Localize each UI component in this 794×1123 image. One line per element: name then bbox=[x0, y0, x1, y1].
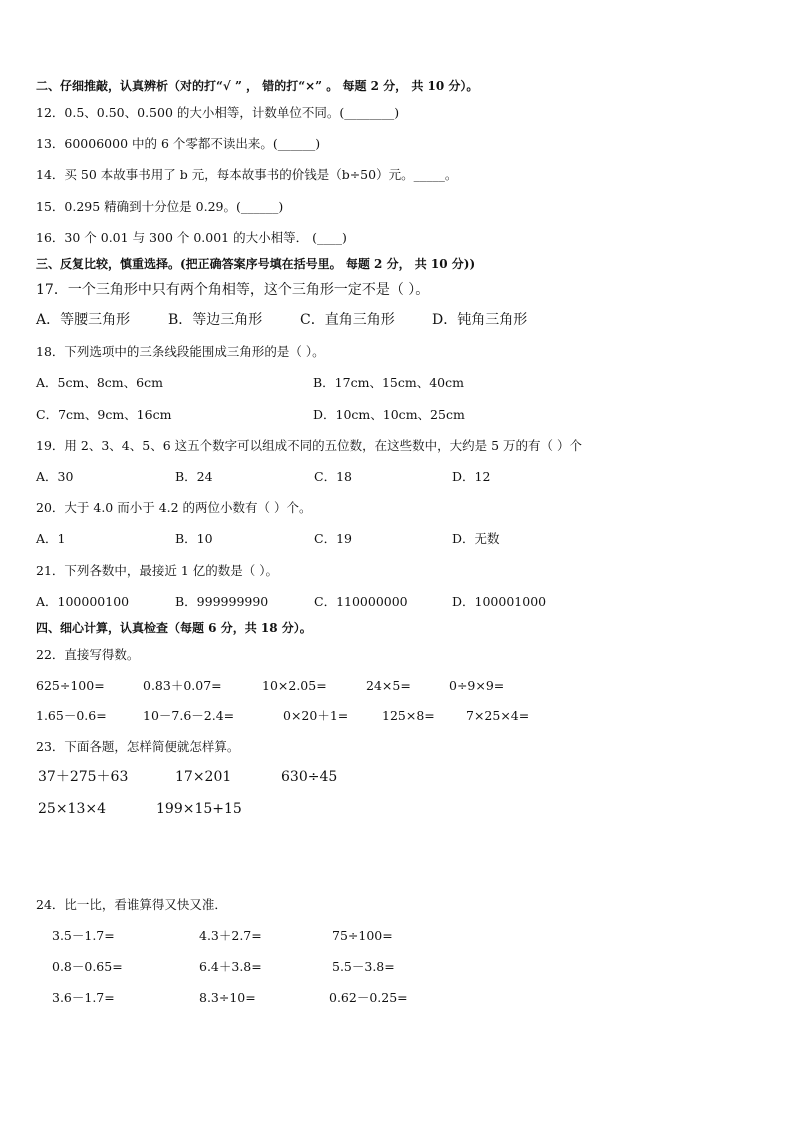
calc-item: 630÷45 bbox=[281, 769, 338, 785]
calc-item: 3.5－1.7= bbox=[52, 928, 115, 943]
calc-item: 1.65－0.6= bbox=[36, 708, 107, 723]
option-d: D．12 bbox=[452, 469, 491, 484]
question-16: 16．30 个 0.01 与 300 个 0.001 的大小相等． (____) bbox=[36, 230, 347, 245]
calc-item: 4.3＋2.7= bbox=[199, 928, 262, 943]
question-22-row-1 bbox=[36, 678, 756, 694]
option-a: A．1 bbox=[36, 531, 66, 546]
option-c: C．7cm、9cm、16cm bbox=[36, 407, 172, 422]
calc-item: 24×5= bbox=[366, 678, 411, 693]
calc-item: 10×2.05= bbox=[262, 678, 327, 693]
question-15: 15．0.295 精确到十分位是 0.29。(______) bbox=[36, 199, 284, 214]
calc-item: 0×20＋1= bbox=[283, 708, 349, 723]
calc-item: 3.6－1.7= bbox=[52, 990, 115, 1005]
question-22-stem: 22．直接写得数。 bbox=[36, 647, 140, 662]
option-a: A．100000100 bbox=[36, 594, 130, 609]
option-d: D．无数 bbox=[452, 531, 500, 546]
option-b: B．24 bbox=[175, 469, 213, 484]
calc-item: 6.4＋3.8= bbox=[199, 959, 262, 974]
question-20-options bbox=[36, 531, 756, 547]
calc-item: 8.3÷10= bbox=[199, 990, 256, 1005]
question-19-options bbox=[36, 469, 756, 485]
question-18-options-row-1 bbox=[36, 375, 756, 391]
question-24-stem: 24．比一比，看谁算得又快又准． bbox=[36, 897, 227, 912]
calc-item: 0.83＋0.07= bbox=[143, 678, 222, 693]
section-4-title: 四、细心计算，认真检查（每题 6 分，共 18 分）。 bbox=[36, 621, 312, 635]
option-d: D．钝角三角形 bbox=[432, 312, 528, 328]
question-20-stem: 20．大于 4.0 而小于 4.2 的两位小数有（ ）个。 bbox=[36, 500, 312, 515]
calc-item: 25×13×4 bbox=[38, 801, 106, 817]
question-21-stem: 21．下列各数中，最接近 1 亿的数是（ ）。 bbox=[36, 563, 279, 578]
option-c: C．110000000 bbox=[314, 594, 408, 609]
question-12: 12．0.5、0.50、0.500 的大小相等，计数单位不同。(________) bbox=[36, 105, 400, 120]
section-3-title: 三、反复比较，慎重选择。(把正确答案序号填在括号里。 每题 2 分， 共 10 分)) bbox=[36, 257, 476, 271]
option-a: A．等腰三角形 bbox=[36, 312, 131, 328]
calc-item: 625÷100= bbox=[36, 678, 105, 693]
option-b: B．17cm、15cm、40cm bbox=[313, 375, 464, 390]
calc-item: 7×25×4= bbox=[466, 708, 530, 723]
question-17-options bbox=[36, 312, 756, 330]
option-b: B．等边三角形 bbox=[168, 312, 263, 328]
option-c: C．18 bbox=[314, 469, 352, 484]
option-b: B．999999990 bbox=[175, 594, 269, 609]
question-23-row-2 bbox=[36, 801, 756, 819]
question-21-options bbox=[36, 594, 756, 610]
question-14: 14．买 50 本故事书用了 b 元，每本故事书的价钱是（b÷50）元。_____。 bbox=[36, 167, 458, 182]
calc-item: 37＋275＋63 bbox=[38, 769, 129, 785]
option-d: D．10cm、10cm、25cm bbox=[313, 407, 465, 422]
calc-item: 10－7.6－2.4= bbox=[143, 708, 235, 723]
option-c: C．19 bbox=[314, 531, 352, 546]
question-17-stem: 17．一个三角形中只有两个角相等，这个三角形一定不是（ ）。 bbox=[36, 282, 430, 298]
calc-item: 75÷100= bbox=[332, 928, 393, 943]
calc-item: 17×201 bbox=[175, 769, 232, 785]
question-24-row-1 bbox=[36, 928, 756, 944]
question-18-options-row-2 bbox=[36, 407, 756, 423]
question-18-stem: 18．下列选项中的三条线段能围成三角形的是（ ）。 bbox=[36, 344, 325, 359]
question-13: 13．60006000 中的 6 个零都不读出来。(______) bbox=[36, 136, 321, 151]
calc-item: 5.5－3.8= bbox=[332, 959, 395, 974]
question-19-stem: 19．用 2、3、4、5、6 这五个数字可以组成不同的五位数，在这些数中，大约是 5 万的有（ ）个 bbox=[36, 438, 582, 453]
calc-item: 0.62－0.25= bbox=[329, 990, 408, 1005]
calc-item: 125×8= bbox=[382, 708, 435, 723]
option-d: D．100001000 bbox=[452, 594, 547, 609]
calc-item: 0÷9×9= bbox=[449, 678, 505, 693]
calc-item: 199×15+15 bbox=[156, 801, 242, 817]
question-24-row-2 bbox=[36, 959, 756, 975]
option-b: B．10 bbox=[175, 531, 213, 546]
option-c: C．直角三角形 bbox=[300, 312, 395, 328]
calc-item: 0.8－0.65= bbox=[52, 959, 123, 974]
option-a: A．30 bbox=[36, 469, 74, 484]
option-a: A．5cm、8cm、6cm bbox=[36, 375, 163, 390]
question-22-row-2 bbox=[36, 708, 756, 724]
question-24-row-3 bbox=[36, 990, 756, 1006]
question-23-row-1 bbox=[36, 769, 756, 787]
section-2-title: 二、仔细推敲，认真辨析（对的打“√ ” ， 错的打“×” 。 每题 2 分， 共 10 分）。 bbox=[36, 79, 479, 93]
question-23-stem: 23．下面各题，怎样简便就怎样算。 bbox=[36, 739, 240, 754]
